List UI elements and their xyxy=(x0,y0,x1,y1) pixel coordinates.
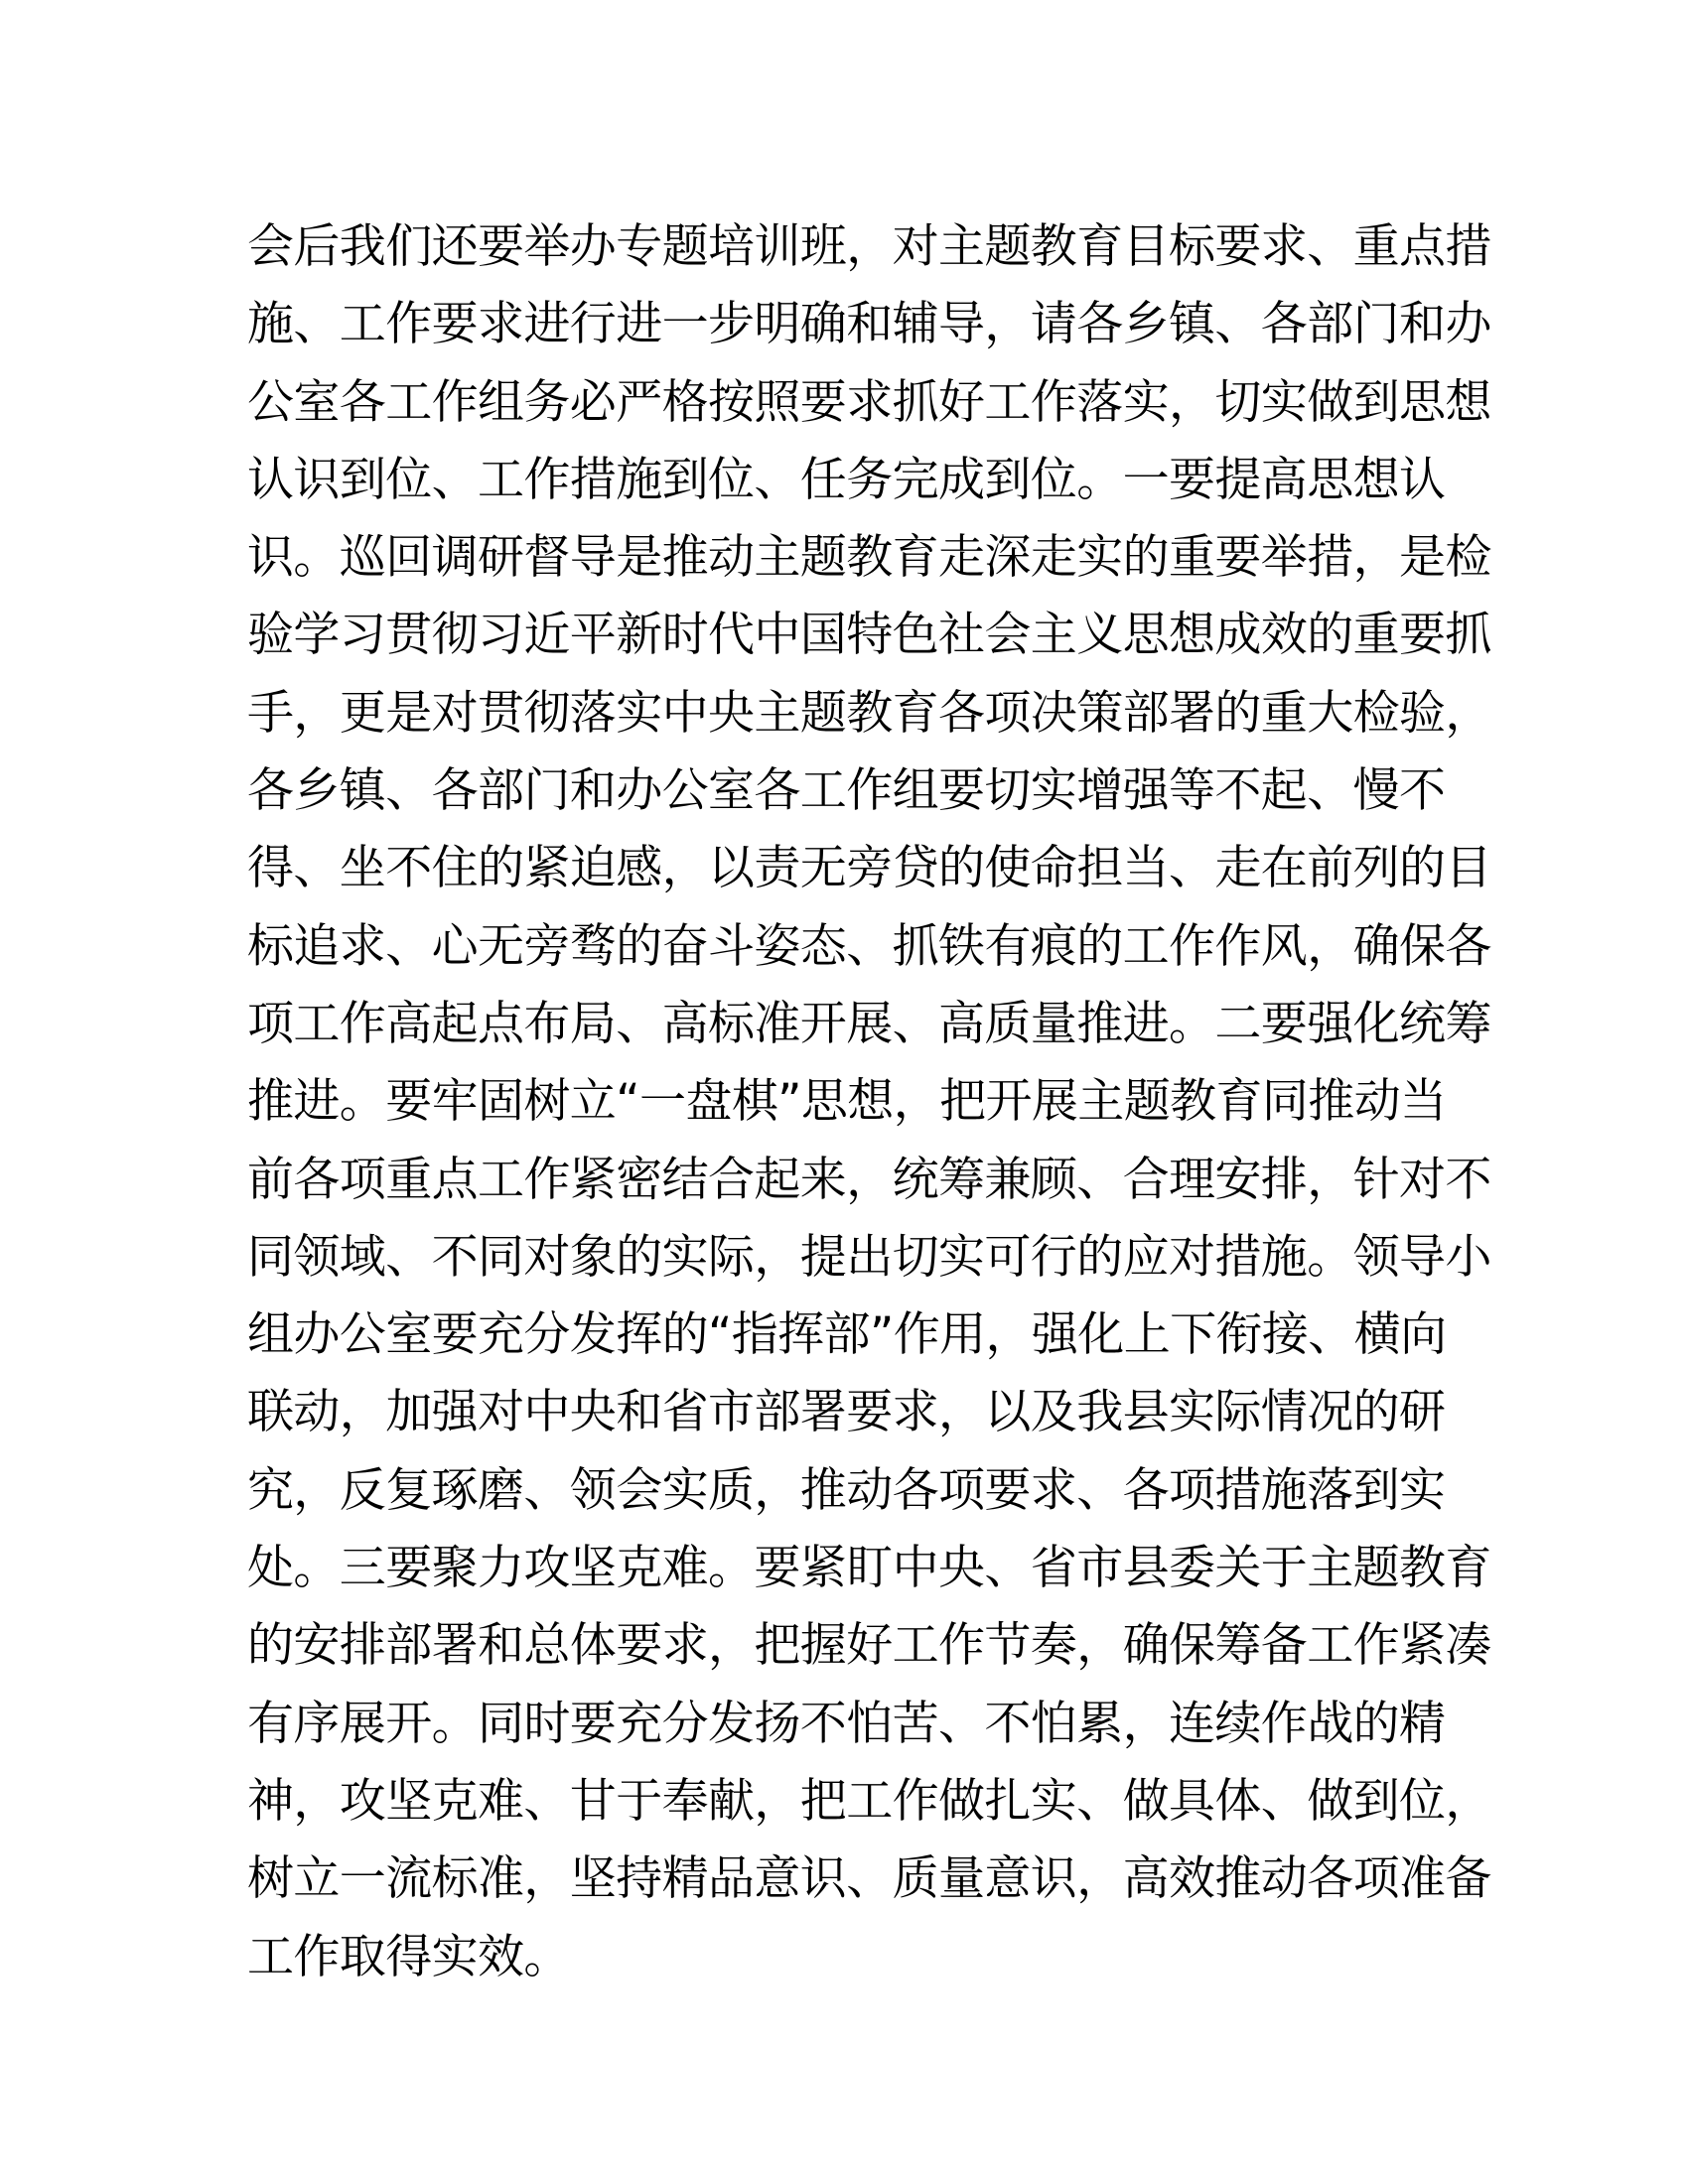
paragraph-line: 树立一流标准，坚持精品意识、质量意识，高效推动各项准备 xyxy=(247,1851,1491,1907)
paragraph-line: 有序展开。同时要充分发扬不怕苦、不怕累，连续作战的精 xyxy=(247,1696,1446,1751)
paragraph-line: 各乡镇、各部门和办公室各工作组要切实增强等不起、慢不 xyxy=(247,763,1446,819)
paragraph-line: 联动，加强对中央和省市部署要求，以及我县实际情况的研 xyxy=(247,1385,1446,1440)
paragraph-line: 前各项重点工作紧密结合起来，统筹兼顾、合理安排，针对不 xyxy=(247,1152,1491,1207)
paragraph-line: 神，攻坚克难、甘于奉献，把工作做扎实、做具体、做到位， xyxy=(247,1773,1491,1829)
paragraph-line: 项工作高起点布局、高标准开展、高质量推进。二要强化统筹 xyxy=(247,996,1491,1051)
paragraph-line: 施、工作要求进行进一步明确和辅导，请各乡镇、各部门和办 xyxy=(247,297,1491,352)
paragraph-line: 的安排部署和总体要求，把握好工作节奏，确保筹备工作紧凑 xyxy=(247,1618,1491,1674)
paragraph-line: 工作取得实效。 xyxy=(247,1929,570,1984)
paragraph-line: 推进。要牢固树立“一盘棋”思想，把开展主题教育同推动当 xyxy=(247,1074,1447,1130)
paragraph-line: 同领域、不同对象的实际，提出切实可行的应对措施。领导小 xyxy=(247,1229,1491,1285)
paragraph-line: 得、坐不住的紧迫感，以责无旁贷的使命担当、走在前列的目 xyxy=(247,841,1491,896)
paragraph-line: 处。三要聚力攻坚克难。要紧盯中央、省市县委关于主题教育 xyxy=(247,1541,1491,1596)
paragraph-line: 认识到位、工作措施到位、任务完成到位。一要提高思想认 xyxy=(247,452,1446,507)
paragraph-line: 会后我们还要举办专题培训班，对主题教育目标要求、重点措 xyxy=(247,219,1491,274)
paragraph-line: 验学习贯彻习近平新时代中国特色社会主义思想成效的重要抓 xyxy=(247,608,1491,663)
body-paragraph xyxy=(247,208,1491,1996)
paragraph-line: 识。巡回调研督导是推动主题教育走深走实的重要举措，是检 xyxy=(247,530,1491,586)
paragraph-line: 组办公室要充分发挥的“指挥部”作用，强化上下衔接、横向 xyxy=(247,1307,1447,1363)
paragraph-line: 公室各工作组务必严格按照要求抓好工作落实，切实做到思想 xyxy=(247,374,1491,430)
paragraph-line: 究，反复琢磨、领会实质，推动各项要求、各项措施落到实 xyxy=(247,1462,1446,1518)
paragraph-line: 标追求、心无旁骛的奋斗姿态、抓铁有痕的工作作风，确保各 xyxy=(247,918,1491,974)
paragraph-line: 手，更是对贯彻落实中央主题教育各项决策部署的重大检验， xyxy=(247,685,1491,741)
